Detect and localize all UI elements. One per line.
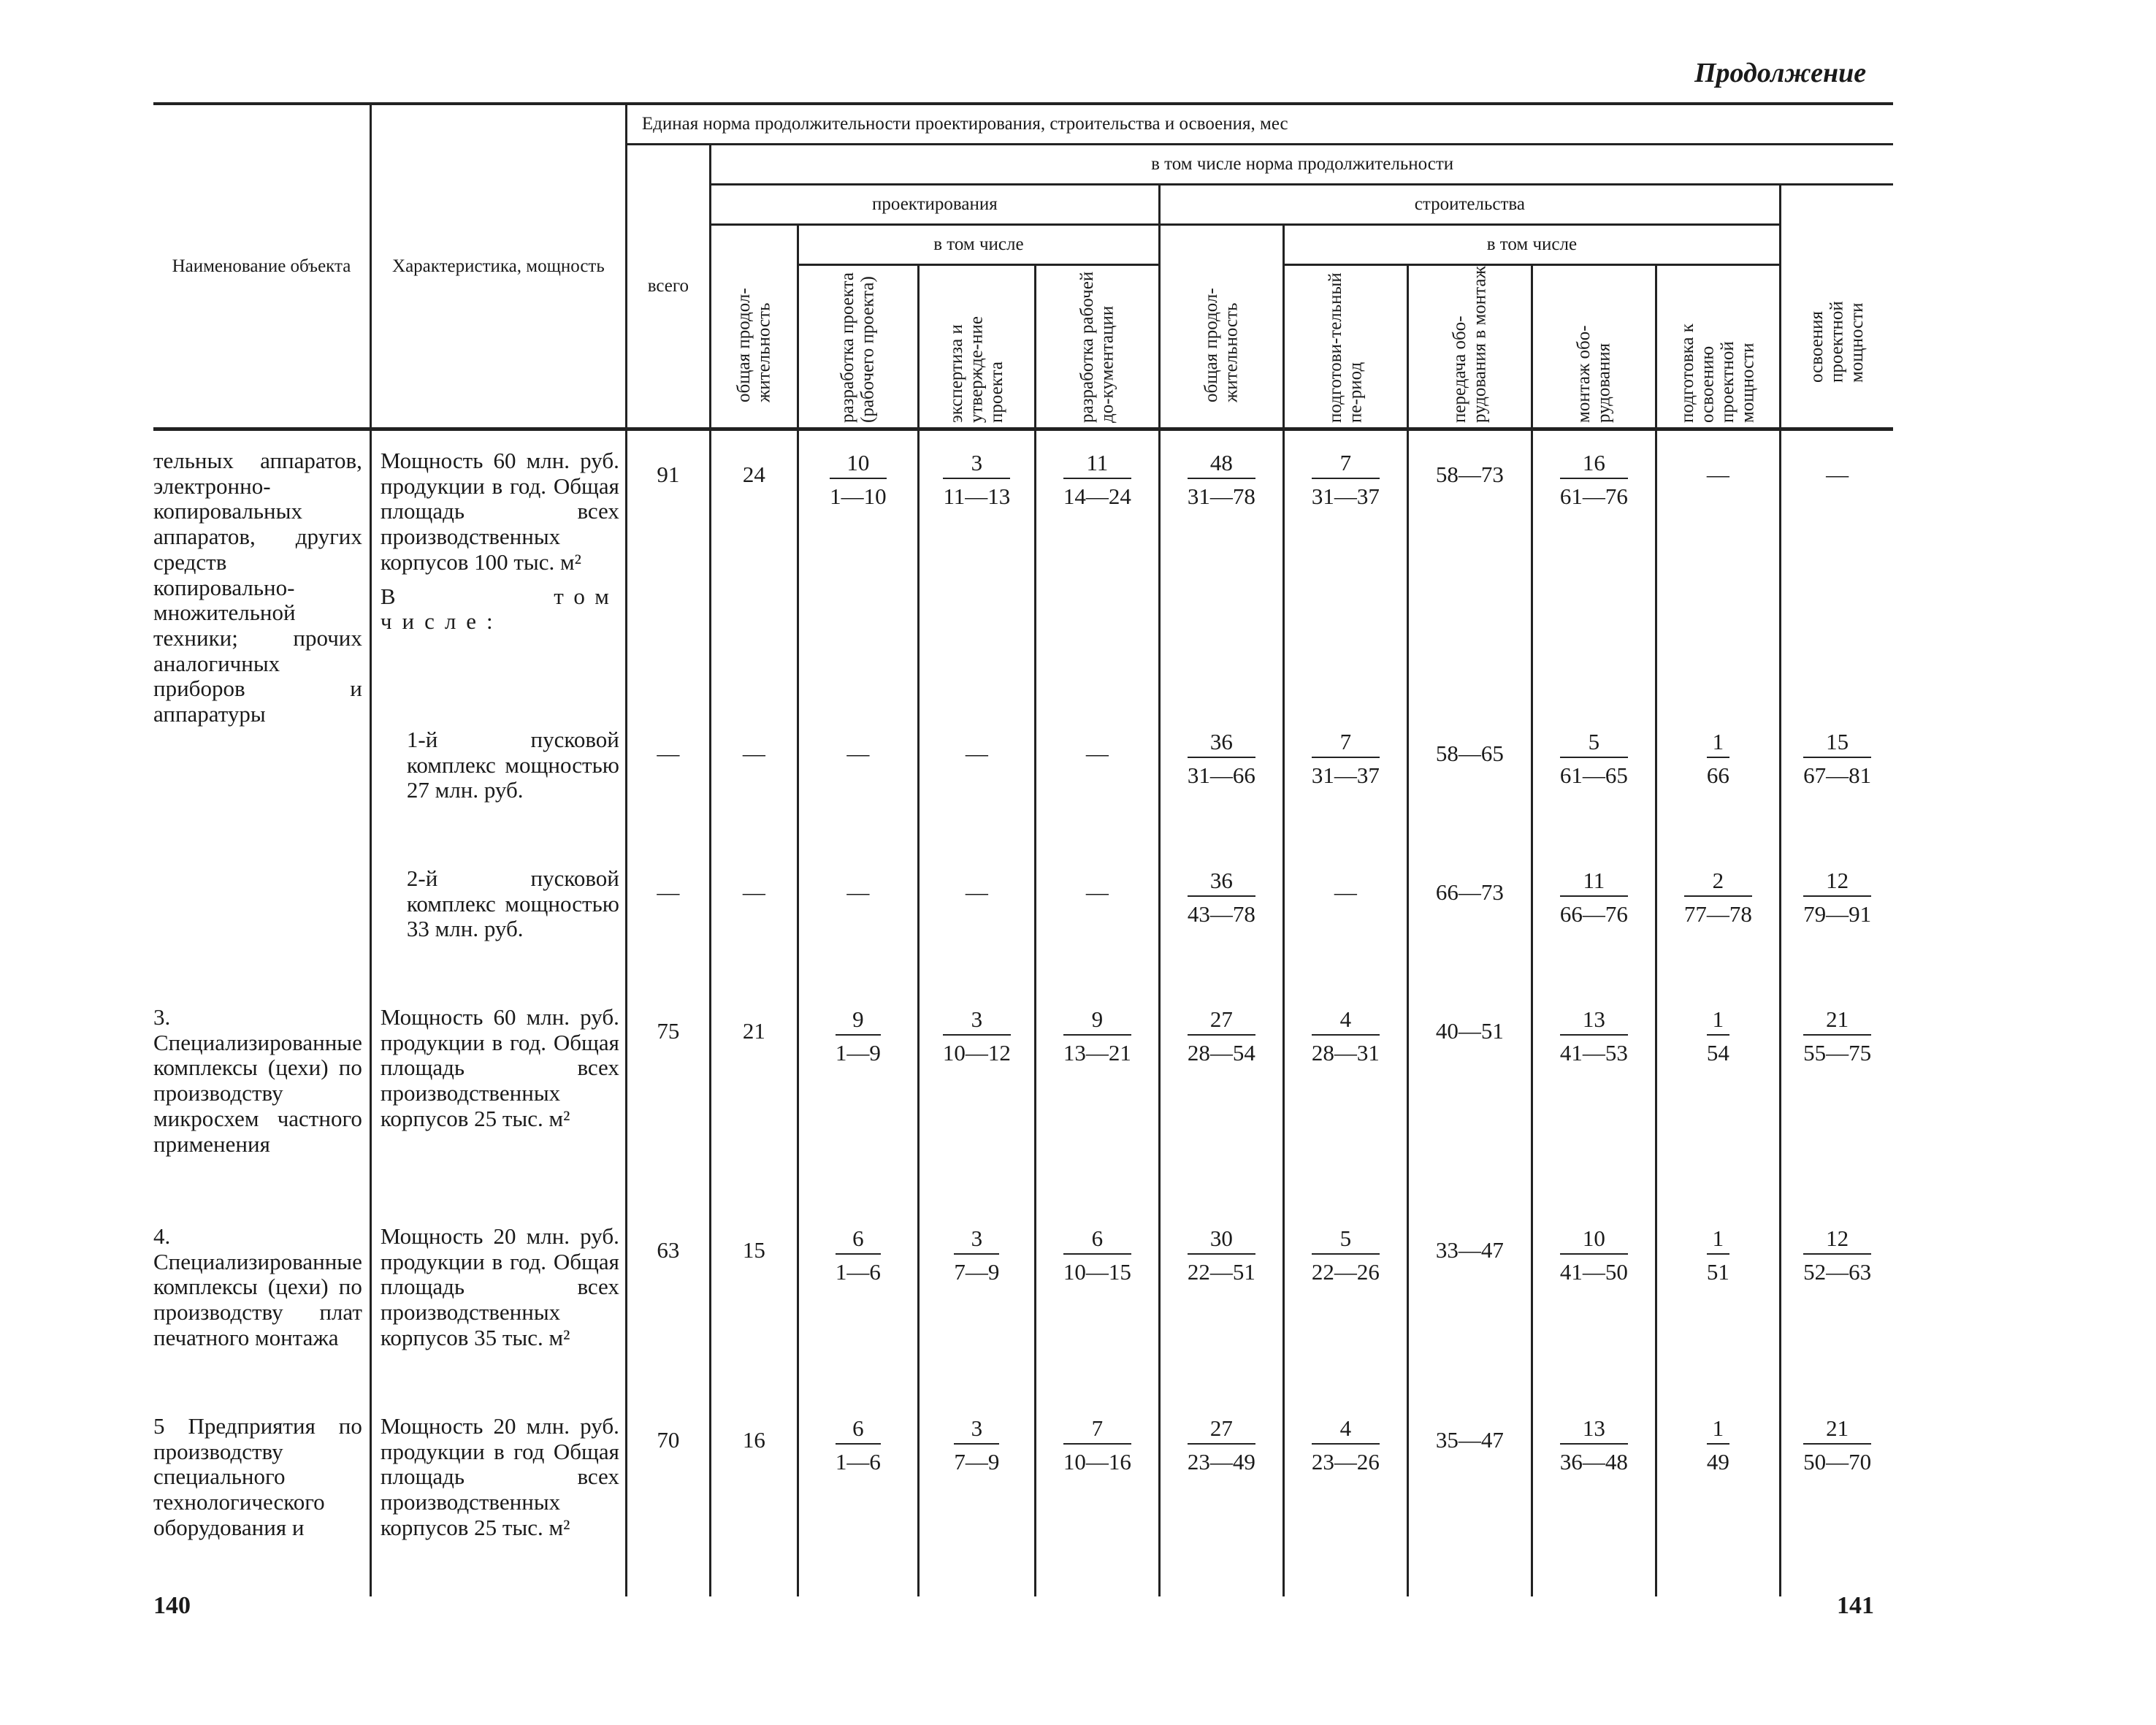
plain-value: — (742, 740, 765, 766)
fraction-value (1803, 729, 1871, 789)
value-cell-constr-ready (1656, 1414, 1780, 1596)
plain-value: 91 (657, 462, 680, 487)
fraction-months-range: 61—76 (1559, 483, 1628, 509)
fraction-value (1188, 1006, 1255, 1066)
fraction-months-range: 10—15 (1063, 1258, 1131, 1285)
plain-value: — (1334, 879, 1357, 905)
header-design-project: разработка проекта (рабочего проекта) (798, 264, 918, 429)
characteristic-cell (370, 727, 626, 866)
fraction-value (1063, 1006, 1131, 1066)
value-cell-total (626, 1414, 710, 1596)
value-cell-mastering (1780, 1414, 1893, 1596)
value-cell-mastering (1780, 1005, 1893, 1224)
fraction-duration: 10 (830, 450, 887, 479)
value-cell-design-expertise (918, 1005, 1035, 1224)
header-design-docs: разработка рабочей до-кументации (1035, 264, 1159, 429)
fraction-months-range: 31—37 (1311, 483, 1380, 509)
fraction-months-range: 54 (1706, 1039, 1729, 1066)
header-design-total: общая продол-жительность (710, 224, 798, 429)
plain-value: 15 (742, 1236, 765, 1263)
value-cell-constr-mount (1532, 1414, 1656, 1596)
fraction-months-range: 77—78 (1683, 900, 1752, 927)
value-cell-design-project (798, 866, 918, 1005)
value-cell-design-total (710, 1224, 798, 1414)
characteristic-text: Мощность 60 млн. руб. продукции в год. Общая площадь всех производственных корпусов 100 тыс. м² (380, 448, 619, 575)
value-cell-mastering (1780, 866, 1893, 1005)
fraction-duration: 30 (1188, 1225, 1255, 1255)
fraction-value (1312, 729, 1380, 789)
fraction-months-range: 28—31 (1311, 1039, 1380, 1066)
fraction-duration: 3 (954, 1415, 999, 1445)
fraction-value (836, 1415, 881, 1475)
fraction-value (836, 1006, 881, 1066)
fraction-value (1188, 1415, 1255, 1475)
header-constr-transfer: передача обо-рудования в монтаж (1407, 264, 1532, 429)
value-cell-design-docs (1035, 1414, 1159, 1596)
fraction-value (1560, 729, 1628, 789)
value-cell-constr-mount (1532, 1005, 1656, 1224)
plain-value: — (657, 740, 680, 766)
fraction-months-range: 55—75 (1803, 1039, 1872, 1066)
value-cell-design-total (710, 429, 798, 727)
header-design: проектирования (710, 184, 1159, 224)
table-header (153, 104, 1893, 429)
value-cell-constr-total (1159, 1224, 1283, 1414)
fraction-value (1707, 729, 1729, 789)
plain-value: — (1085, 740, 1109, 766)
plain-value: — (1085, 879, 1109, 905)
fraction-months-range: 23—49 (1187, 1448, 1255, 1475)
fraction-months-range: 50—70 (1803, 1448, 1872, 1475)
value-cell-design-total (710, 1414, 798, 1596)
value-cell-constr-ready (1656, 1005, 1780, 1224)
value-cell-mastering (1780, 727, 1893, 866)
fraction-months-range: 79—91 (1803, 900, 1872, 927)
plain-value: 35—47 (1435, 1426, 1504, 1453)
value-cell-design-project (798, 1224, 918, 1414)
fraction-value (1707, 1415, 1729, 1475)
header-mastering: освоения проектной мощности (1780, 184, 1893, 429)
page-number-left: 140 (153, 1592, 191, 1619)
header-including-construction: в том числе (1283, 224, 1780, 264)
value-cell-design-expertise (918, 1224, 1035, 1414)
fraction-duration: 1 (1707, 1415, 1729, 1445)
fraction-value (943, 1006, 1011, 1066)
fraction-value (1803, 1415, 1871, 1475)
fraction-value (1188, 450, 1255, 510)
fraction-duration: 13 (1560, 1415, 1628, 1445)
plain-value: 63 (657, 1236, 680, 1263)
fraction-duration: 7 (1312, 729, 1380, 758)
plain-value: — (1706, 462, 1729, 487)
value-cell-constr-total (1159, 1414, 1283, 1596)
fraction-value (1188, 868, 1255, 927)
fraction-months-range: 10—12 (942, 1039, 1011, 1066)
value-cell-design-docs (1035, 1224, 1159, 1414)
fraction-months-range: 52—63 (1803, 1258, 1872, 1285)
value-cell-design-total (710, 1005, 798, 1224)
fraction-value (1312, 450, 1380, 510)
value-cell-constr-transfer (1407, 429, 1532, 727)
fraction-months-range: 31—78 (1187, 483, 1255, 509)
fraction-duration: 5 (1560, 729, 1628, 758)
fraction-months-range: 1—6 (835, 1448, 881, 1475)
fraction-duration: 1 (1707, 1225, 1729, 1255)
value-cell-total (626, 727, 710, 866)
object-name-cell: 4. Специализированные комплексы (цехи) по производству плат печатного монтажа (153, 1223, 362, 1350)
page-number-right: 141 (1837, 1592, 1874, 1619)
value-cell-total (626, 866, 710, 1005)
fraction-duration: 5 (1312, 1225, 1380, 1255)
plain-value: — (657, 879, 680, 905)
object-name-cell: 5 Предприятия по производству специального технологического оборудования и (153, 1412, 362, 1540)
fraction-duration: 11 (1063, 450, 1131, 479)
table-row (153, 429, 1893, 727)
characteristic-cell (370, 429, 626, 727)
fraction-duration: 6 (836, 1415, 881, 1445)
fraction-duration: 9 (1063, 1006, 1131, 1036)
header-including-norm: в том числе норма продолжительности (710, 144, 1893, 184)
fraction-months-range: 7—9 (954, 1258, 1000, 1285)
plain-value: — (965, 879, 988, 905)
characteristic-cell (370, 1224, 626, 1414)
plain-value: 33—47 (1435, 1236, 1504, 1263)
fraction-value (1063, 1225, 1131, 1285)
plain-value: — (742, 879, 765, 905)
header-design-expertise: экспертиза и утвержде-ние проекта (918, 264, 1035, 429)
value-cell-mastering (1780, 429, 1893, 727)
plain-value: 24 (742, 462, 765, 487)
object-name-cell (153, 866, 370, 1005)
fraction-value (1707, 1225, 1729, 1285)
value-cell-design-project (798, 1005, 918, 1224)
fraction-months-range: 23—26 (1311, 1448, 1380, 1475)
characteristic-including: В том числе: (380, 583, 619, 635)
value-cell-constr-total (1159, 727, 1283, 866)
value-cell-design-project (798, 727, 918, 866)
table-row (153, 727, 1893, 866)
fraction-duration: 4 (1312, 1006, 1380, 1036)
fraction-duration: 12 (1803, 868, 1871, 897)
fraction-value (1312, 1415, 1380, 1475)
value-cell-constr-ready (1656, 429, 1780, 727)
plain-value: — (846, 879, 870, 905)
continued-label: Продолжение (1694, 58, 1867, 88)
value-cell-design-total (710, 727, 798, 866)
value-cell-constr-transfer (1407, 866, 1532, 1005)
value-cell-constr-mount (1532, 727, 1656, 866)
value-cell-design-total (710, 866, 798, 1005)
value-cell-constr-total (1159, 429, 1283, 727)
plain-value: 40—51 (1435, 1017, 1504, 1044)
value-cell-design-docs (1035, 866, 1159, 1005)
fraction-months-range: 36—48 (1559, 1448, 1628, 1475)
plain-value: 75 (657, 1017, 680, 1044)
fraction-value (1803, 1006, 1871, 1066)
fraction-duration: 6 (836, 1225, 881, 1255)
value-cell-design-project (798, 429, 918, 727)
characteristic-cell (370, 1005, 626, 1224)
fraction-duration: 7 (1063, 1415, 1131, 1445)
plain-value: 58—65 (1435, 740, 1504, 766)
fraction-value (1312, 1006, 1380, 1066)
fraction-months-range: 66 (1706, 762, 1729, 788)
header-including-design: в том числе (798, 224, 1159, 264)
value-cell-constr-prep (1283, 429, 1407, 727)
fraction-value (1707, 1006, 1729, 1066)
fraction-value (1560, 868, 1628, 927)
value-cell-design-expertise (918, 1414, 1035, 1596)
characteristic-cell (370, 1414, 626, 1596)
fraction-value (954, 1225, 999, 1285)
header-construction: строительства (1159, 184, 1780, 224)
fraction-duration: 3 (954, 1225, 999, 1255)
fraction-value (1063, 1415, 1131, 1475)
value-cell-constr-mount (1532, 1224, 1656, 1414)
value-cell-design-docs (1035, 429, 1159, 727)
fraction-months-range: 28—54 (1187, 1039, 1255, 1066)
value-cell-total (626, 1224, 710, 1414)
fraction-value (954, 1415, 999, 1475)
value-cell-design-docs (1035, 1005, 1159, 1224)
plain-value: — (846, 740, 870, 766)
header-characteristic: Характеристика, мощность (370, 104, 626, 429)
fraction-months-range: 13—21 (1063, 1039, 1131, 1066)
fraction-value (1803, 868, 1871, 927)
table-row (153, 1414, 1893, 1596)
fraction-value (1803, 1225, 1871, 1285)
value-cell-constr-transfer (1407, 1414, 1532, 1596)
characteristic-cell (370, 866, 626, 1005)
fraction-duration: 36 (1188, 868, 1255, 897)
fraction-months-range: 1—6 (835, 1258, 881, 1285)
value-cell-constr-total (1159, 1005, 1283, 1224)
fraction-months-range: 43—78 (1187, 900, 1255, 927)
fraction-months-range: 66—76 (1559, 900, 1628, 927)
fraction-value (1188, 1225, 1255, 1285)
characteristic-text: Мощность 20 млн. руб. продукции в год Общая площадь всех производственных корпусов 25 тыс. м² (380, 1412, 619, 1540)
value-cell-constr-transfer (1407, 1005, 1532, 1224)
fraction-duration: 15 (1803, 729, 1871, 758)
fraction-duration: 4 (1312, 1415, 1380, 1445)
value-cell-constr-prep (1283, 727, 1407, 866)
fraction-months-range: 61—65 (1559, 762, 1628, 788)
fraction-value (1063, 450, 1131, 510)
fraction-value (1560, 1415, 1628, 1475)
fraction-duration: 10 (1560, 1225, 1628, 1255)
fraction-value (1560, 450, 1628, 510)
header-constr-ready: подготовка к освоению проектной мощности (1656, 264, 1780, 429)
value-cell-constr-prep (1283, 1005, 1407, 1224)
value-cell-constr-transfer (1407, 727, 1532, 866)
fraction-months-range: 31—37 (1311, 762, 1380, 788)
value-cell-constr-prep (1283, 1224, 1407, 1414)
fraction-months-range: 51 (1706, 1258, 1729, 1285)
value-cell-design-docs (1035, 727, 1159, 866)
value-cell-constr-ready (1656, 727, 1780, 866)
value-cell-constr-mount (1532, 429, 1656, 727)
fraction-duration: 12 (1803, 1225, 1871, 1255)
fraction-duration: 9 (836, 1006, 881, 1036)
fraction-duration: 27 (1188, 1415, 1255, 1445)
fraction-duration: 1 (1707, 1006, 1729, 1036)
value-cell-total (626, 1005, 710, 1224)
fraction-duration: 21 (1803, 1415, 1871, 1445)
fraction-value (1560, 1225, 1628, 1285)
fraction-months-range: 1—10 (830, 483, 887, 509)
characteristic-text: Мощность 60 млн. руб. продукции в год. Общая площадь всех производственных корпусов 25 тыс. м² (380, 1003, 619, 1131)
fraction-months-range: 41—53 (1559, 1039, 1628, 1066)
fraction-months-range: 22—26 (1311, 1258, 1380, 1285)
value-cell-total (626, 429, 710, 727)
fraction-months-range: 41—50 (1559, 1258, 1628, 1285)
value-cell-design-expertise (918, 429, 1035, 727)
value-cell-constr-prep (1283, 866, 1407, 1005)
plain-value: — (1826, 462, 1849, 487)
value-cell-design-expertise (918, 866, 1035, 1005)
header-constr-prep: подготови-тельный пе-риод (1283, 264, 1407, 429)
fraction-months-range: 11—13 (943, 483, 1011, 509)
value-cell-constr-transfer (1407, 1224, 1532, 1414)
value-cell-constr-ready (1656, 866, 1780, 1005)
fraction-duration: 6 (1063, 1225, 1131, 1255)
fraction-months-range: 14—24 (1063, 483, 1131, 509)
header-constr-total: общая продол-жительность (1159, 224, 1283, 429)
fraction-value (1684, 868, 1752, 927)
fraction-duration: 3 (943, 450, 1010, 479)
fraction-months-range: 49 (1706, 1448, 1729, 1475)
header-unified-norm: Единая норма продолжительности проектирования, строительства и освоения, мес (626, 104, 1893, 144)
header-constr-mount: монтаж обо-рудования (1532, 264, 1656, 429)
fraction-value (836, 1225, 881, 1285)
fraction-duration: 27 (1188, 1006, 1255, 1036)
fraction-duration: 48 (1188, 450, 1255, 479)
characteristic-text: 2-й пусковой комплекс мощностью 33 млн. руб. (406, 865, 619, 942)
characteristic-text: Мощность 20 млн. руб. продукции в год. Общая площадь всех производственных корпусов 35 тыс. м² (380, 1223, 619, 1350)
fraction-value (1312, 1225, 1380, 1285)
fraction-duration: 11 (1560, 868, 1628, 897)
fraction-value (1188, 729, 1255, 789)
object-name-cell (153, 727, 370, 866)
value-cell-constr-mount (1532, 866, 1656, 1005)
fraction-duration: 36 (1188, 729, 1255, 758)
table-row (153, 1005, 1893, 1224)
plain-value: 58—73 (1435, 462, 1504, 487)
fraction-months-range: 31—66 (1187, 762, 1255, 788)
fraction-duration: 1 (1707, 729, 1729, 758)
fraction-duration: 3 (943, 1006, 1011, 1036)
value-cell-design-expertise (918, 727, 1035, 866)
table-body (153, 429, 1893, 1596)
value-cell-constr-prep (1283, 1414, 1407, 1596)
table-row (153, 866, 1893, 1005)
plain-value: 16 (742, 1426, 765, 1453)
value-cell-mastering (1780, 1224, 1893, 1414)
fraction-duration: 16 (1560, 450, 1628, 479)
fraction-value (1560, 1006, 1628, 1066)
plain-value: 70 (657, 1426, 680, 1453)
characteristic-text: 1-й пусковой комплекс мощностью 27 млн. руб. (406, 726, 619, 803)
plain-value: 66—73 (1435, 879, 1504, 905)
header-name: Наименование объекта (153, 104, 370, 429)
header-total: всего (626, 144, 710, 429)
value-cell-constr-total (1159, 866, 1283, 1005)
fraction-duration: 13 (1560, 1006, 1628, 1036)
object-name-cell: тельных аппаратов, электронно-копировальных аппаратов, других средств копировально-множительной техники; прочих аналогичных приборов и аппаратуры (153, 448, 362, 727)
value-cell-constr-ready (1656, 1224, 1780, 1414)
fraction-duration: 7 (1312, 450, 1380, 479)
fraction-duration: 2 (1684, 868, 1752, 897)
fraction-value (943, 450, 1010, 510)
object-name-cell: 3. Специализированные комплексы (цехи) по производству микросхем частного применения (153, 1003, 362, 1157)
fraction-duration: 21 (1803, 1006, 1871, 1036)
fraction-months-range: 7—9 (954, 1448, 1000, 1475)
duration-norms-table (153, 102, 1893, 1596)
table-row (153, 1224, 1893, 1414)
plain-value: — (965, 740, 988, 766)
fraction-months-range: 22—51 (1187, 1258, 1255, 1285)
fraction-months-range: 1—9 (835, 1039, 881, 1066)
fraction-months-range: 67—81 (1803, 762, 1872, 788)
fraction-value (830, 450, 887, 510)
fraction-months-range: 10—16 (1063, 1448, 1131, 1475)
value-cell-design-project (798, 1414, 918, 1596)
plain-value: 21 (742, 1017, 765, 1044)
